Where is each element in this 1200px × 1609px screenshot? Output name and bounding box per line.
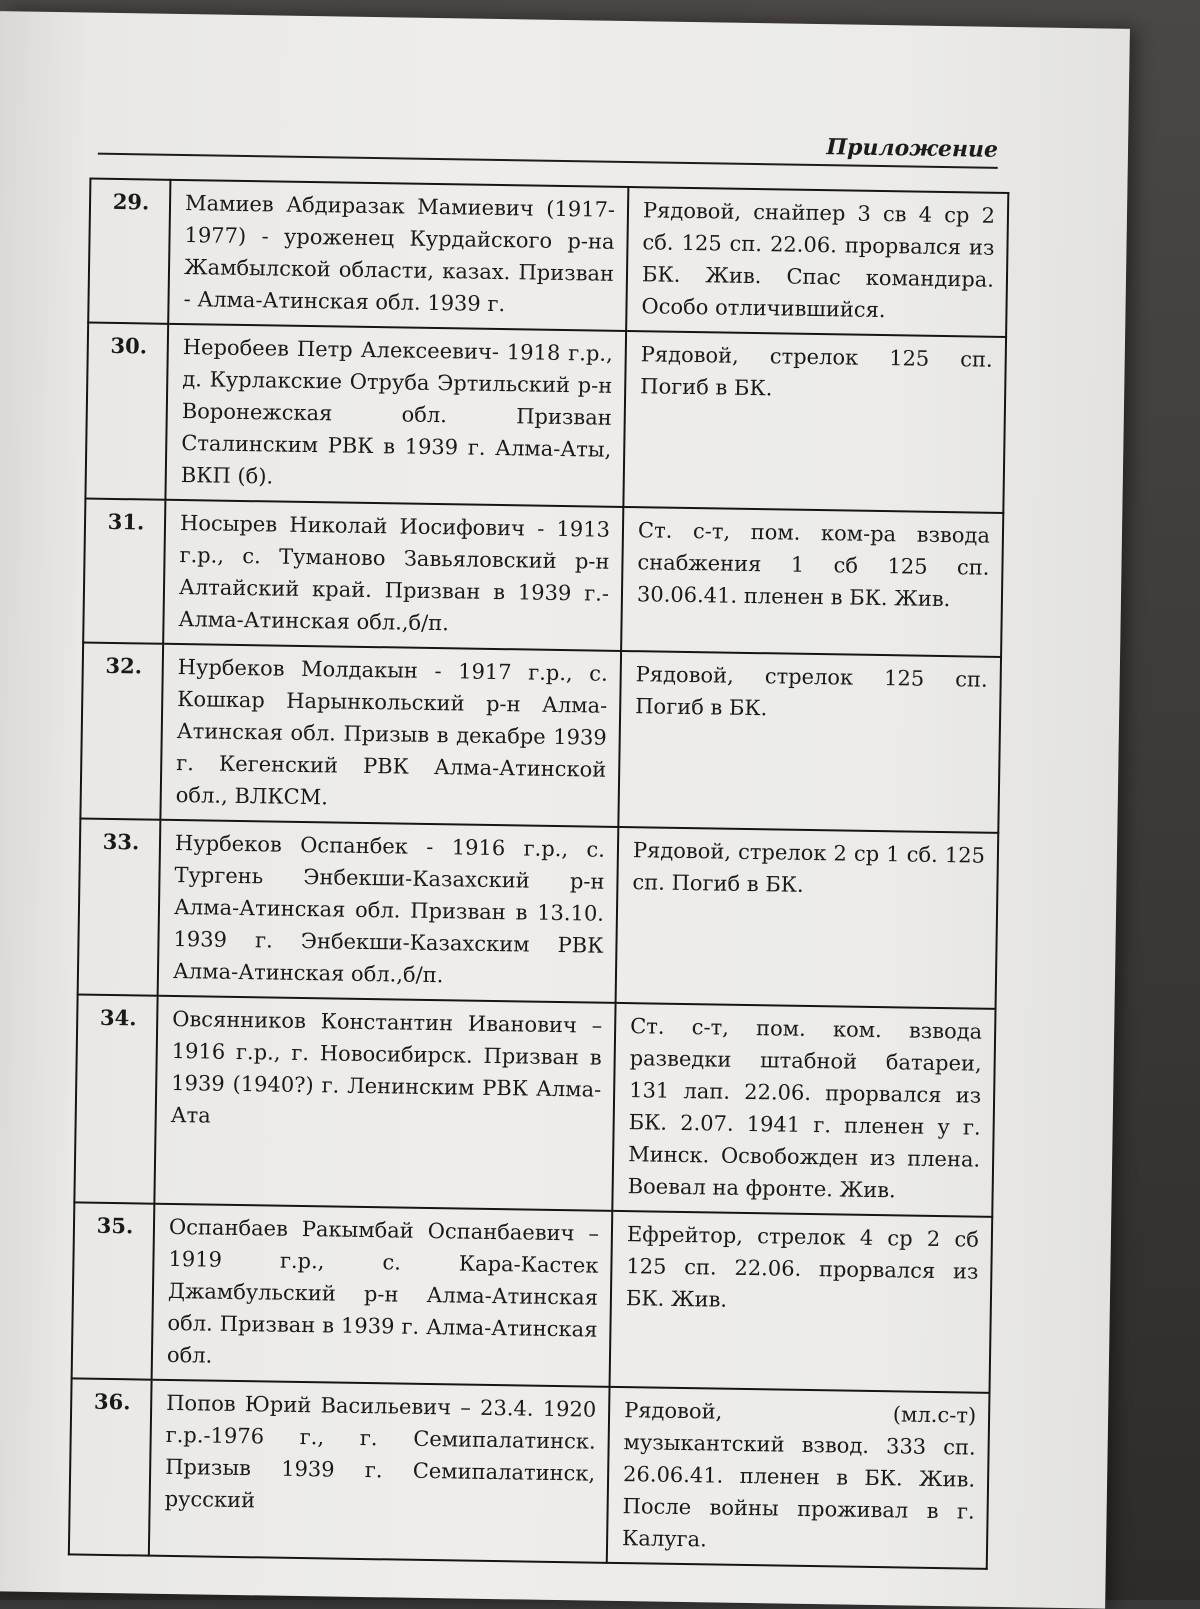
person-details: Овсянников Константин Иванович – 1916 г.р., г. Новосибирск. Призван в 1939 (1940?) г. Ленинским РВК Алма-Ата xyxy=(154,996,615,1211)
service-record: Рядовой, стрелок 125 сп. Погиб в БК. xyxy=(623,331,1006,513)
table-row xyxy=(85,323,1006,513)
row-number: 29. xyxy=(88,179,170,324)
service-record: Рядовой, стрелок 125 сп. Погиб в БК. xyxy=(618,651,1001,833)
service-record: Рядовой, снайпер 3 св 4 ср 2 сб. 125 сп. 22.06. прорвался из БК. Жив. Спас командира. Особо отличившийся. xyxy=(626,187,1008,337)
service-record: Рядовой, стрелок 2 ср 1 сб. 125 сп. Погиб в БК. xyxy=(616,827,999,1009)
service-record: Ефрейтор, стрелок 4 ср 2 сб 125 сп. 22.06. прорвался из БК. Жив. xyxy=(610,1211,993,1393)
table-row xyxy=(83,499,1003,657)
person-details: Оспанбаев Ракымбай Оспанбаевич – 1919 г.р., с. Кара-Кастек Джамбульский р-н Алма-Атинская обл. Призван в 1939 г. Алма-Атинская обл. xyxy=(152,1204,613,1387)
book-page xyxy=(0,11,1130,1609)
row-number: 32. xyxy=(80,643,163,820)
row-number: 30. xyxy=(85,323,168,500)
table-row xyxy=(78,818,999,1008)
table-row xyxy=(72,1202,993,1392)
row-number: 31. xyxy=(83,499,165,644)
table-row xyxy=(74,994,995,1216)
person-details: Неробеев Петр Алексеевич- 1918 г.р., д. Курлакские Отруба Эртильский р-н Воронежская обл. Призван Сталинским РВК в 1939 г. Алма-Аты, ВКП (б). xyxy=(165,324,626,507)
roster-table xyxy=(68,178,1010,1570)
person-details: Мамиев Абдиразак Мамиевич (1917-1977) - уроженец Курдайского р-на Жамбылской области, казах. Призван - Алма-Атинская обл. 1939 г. xyxy=(168,180,628,331)
person-details: Носырев Николай Иосифович - 1913 г.р., с. Туманово Завьяловский р-н Алтайский край. Призван в 1939 г.- Алма-Атинская обл.,б/п. xyxy=(163,500,623,651)
row-number: 35. xyxy=(72,1202,155,1379)
person-details: Нурбеков Молдакын - 1917 г.р., с. Кошкар Нарынкольский р-н Алма-Атинская обл. Призыв в декабре 1939 г. Кегенский РВК Алма-Атинской обл., ВЛКСМ. xyxy=(160,644,621,827)
service-record: Ст. с-т, пом. ком-ра взвода снабжения 1 сб 125 сп. 30.06.41. пленен в БК. Жив. xyxy=(621,507,1003,657)
table-row xyxy=(80,643,1001,833)
roster-body xyxy=(69,179,1009,1569)
person-details: Нурбеков Оспанбек - 1916 г.р., с. Тургень Энбекши-Казахский р-н Алма-Атинская обл. Призван в 13.10. 1939 г. Энбекши-Казахским РВК Алма-Атинская обл.,б/п. xyxy=(158,820,619,1003)
page-header-title: Приложение xyxy=(826,134,999,163)
person-details: Попов Юрий Васильевич – 23.4. 1920 г.р.-1976 г., г. Семипалатинск. Призыв 1939 г. Семипалатинск, русский xyxy=(149,1380,610,1563)
row-number: 34. xyxy=(74,994,157,1203)
service-record: Ст. с-т, пом. ком. взвода разведки штабной батареи, 131 лап. 22.06. прорвался из БК. 2.07. 1941 г. пленен у г. Минск. Освобожден из плена. Воевал на фронте. Жив. xyxy=(612,1003,995,1217)
table-row xyxy=(88,179,1008,337)
service-record: Рядовой, (мл.с-т) музыкантский взвод. 333 сп. 26.06.41. пленен в БК. Жив. После войны проживал в г. Калуга. xyxy=(607,1387,990,1569)
row-number: 36. xyxy=(69,1378,152,1555)
row-number: 33. xyxy=(78,818,161,995)
table-row xyxy=(69,1378,990,1568)
